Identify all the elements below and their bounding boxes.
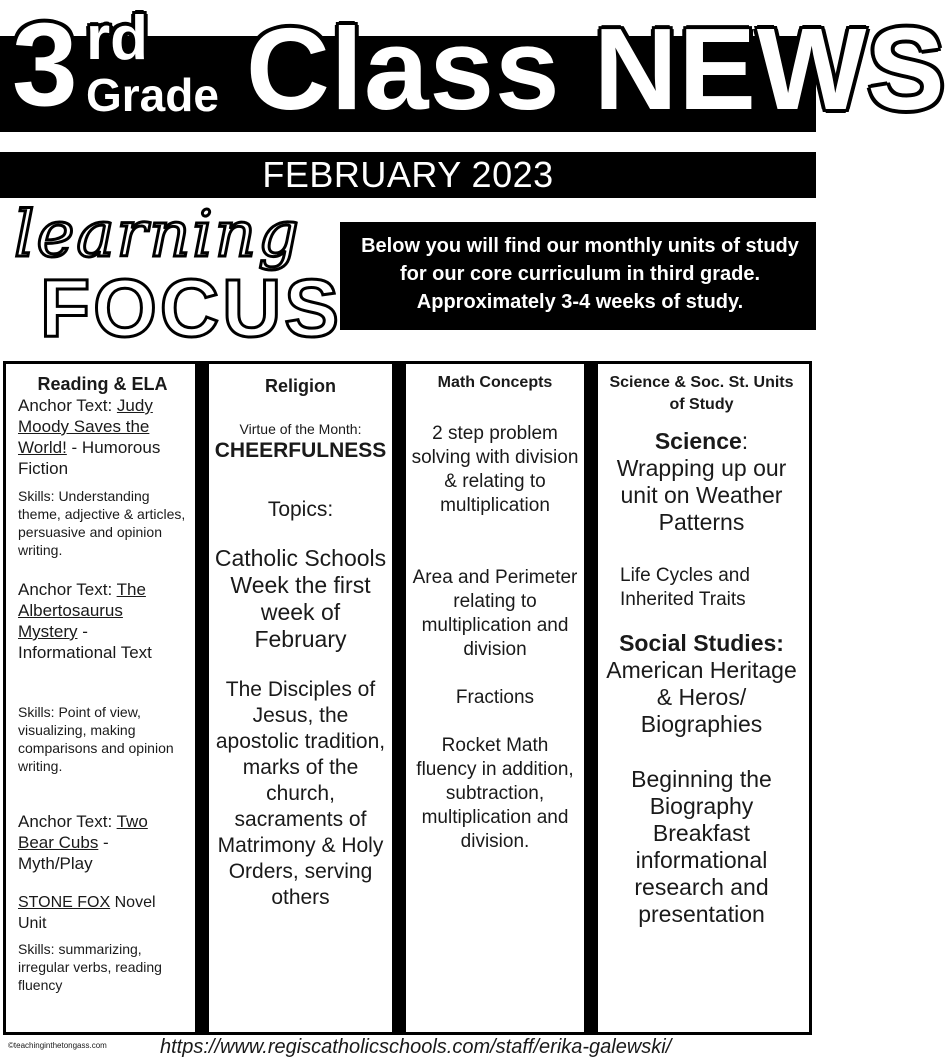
- math-item-1: 2 step problem solving with division & relating to multiplication: [411, 423, 579, 516]
- anchor-title: Two Bear Cubs: [18, 812, 148, 852]
- math-item-2: Area and Perimeter relating to multiplication and division: [412, 567, 578, 660]
- ela-anchor-1: Anchor Text: Judy Moody Saves the World! - Humorous Fiction: [18, 396, 161, 478]
- math-heading: Math Concepts: [437, 374, 553, 391]
- focus-word: FOCUS: [40, 263, 342, 354]
- column-divider: [392, 364, 406, 1032]
- math-column: [406, 364, 584, 1032]
- religion-column: [209, 364, 392, 1032]
- ela-anchor-3: Anchor Text: Two Bear Cubs - Myth/Play: [18, 812, 148, 873]
- life-cycles: Life Cycles and Inherited Traits: [620, 565, 750, 610]
- curriculum-columns: [3, 361, 812, 1035]
- ela-anchor-2: Anchor Text: The Albertosaurus Mystery - Informational Text: [18, 580, 152, 662]
- math-item-4: Rocket Math fluency in addition, subtraction, multiplication and division.: [416, 735, 574, 852]
- topics-label: Topics:: [267, 498, 334, 521]
- math-item-3: Fractions: [455, 687, 535, 708]
- ela-column: [6, 364, 195, 1032]
- learning-word: learning: [14, 198, 301, 272]
- ela-novel-unit: STONE FOX Novel Unit: [18, 894, 156, 932]
- ela-skills-3: Skills: summarizing, irregular verbs, reading fluency: [18, 941, 162, 993]
- anchor-title: The Albertosaurus Mystery: [18, 580, 146, 641]
- religion-topic-2: The Disciples of Jesus, the apostolic tradition, marks of the church, sacraments of Matrimony & Holy Orders, serving others: [215, 678, 386, 909]
- ela-skills-2: Skills: Point of view, visualizing, making comparisons and opinion writing.: [18, 704, 174, 774]
- anchor-title: Judy Moody Saves the World!: [18, 396, 153, 457]
- religion-topic-1: Catholic Schools Week the first week of February: [214, 545, 387, 652]
- footer-credit: ©teachinginthetongass.com: [8, 1041, 107, 1050]
- intro-text: Below you will find our monthly units of study for our core curriculum in third grade. Approximately 3-4 weeks of study.: [361, 235, 799, 313]
- page-title: Class NEWS: [246, 4, 946, 134]
- ela-heading: Reading & ELA: [37, 374, 168, 394]
- social-studies-unit: American Heritage & Heros/ Biographies: [606, 657, 797, 737]
- footer-url[interactable]: https://www.regiscatholicschools.com/staff/erika-galewski/: [160, 1036, 672, 1058]
- religion-heading: Religion: [265, 376, 336, 396]
- column-divider: [584, 364, 598, 1032]
- column-divider: [195, 364, 209, 1032]
- virtue-label: Virtue of the Month:: [239, 421, 362, 437]
- science-heading: Science & Soc. St. Units of Study: [609, 374, 794, 413]
- ela-skills-1: Skills: Understanding theme, adjective & articles, persuasive and opinion writing.: [18, 488, 186, 558]
- grade-word: Grade: [86, 69, 219, 121]
- grade-number: 3: [12, 0, 78, 131]
- grade-suffix: rd: [86, 4, 148, 73]
- science-column: [598, 364, 803, 1032]
- biography-project: Beginning the Biography Breakfast informational research and presentation: [631, 766, 772, 927]
- social-studies-label: Social Studies:: [619, 630, 784, 656]
- science-label: Science:: [654, 428, 749, 454]
- month-banner: FEBRUARY 2023: [0, 152, 816, 198]
- science-unit: Wrapping up our unit on Weather Patterns: [616, 455, 787, 535]
- virtue-value: CHEERFULNESS: [214, 439, 387, 462]
